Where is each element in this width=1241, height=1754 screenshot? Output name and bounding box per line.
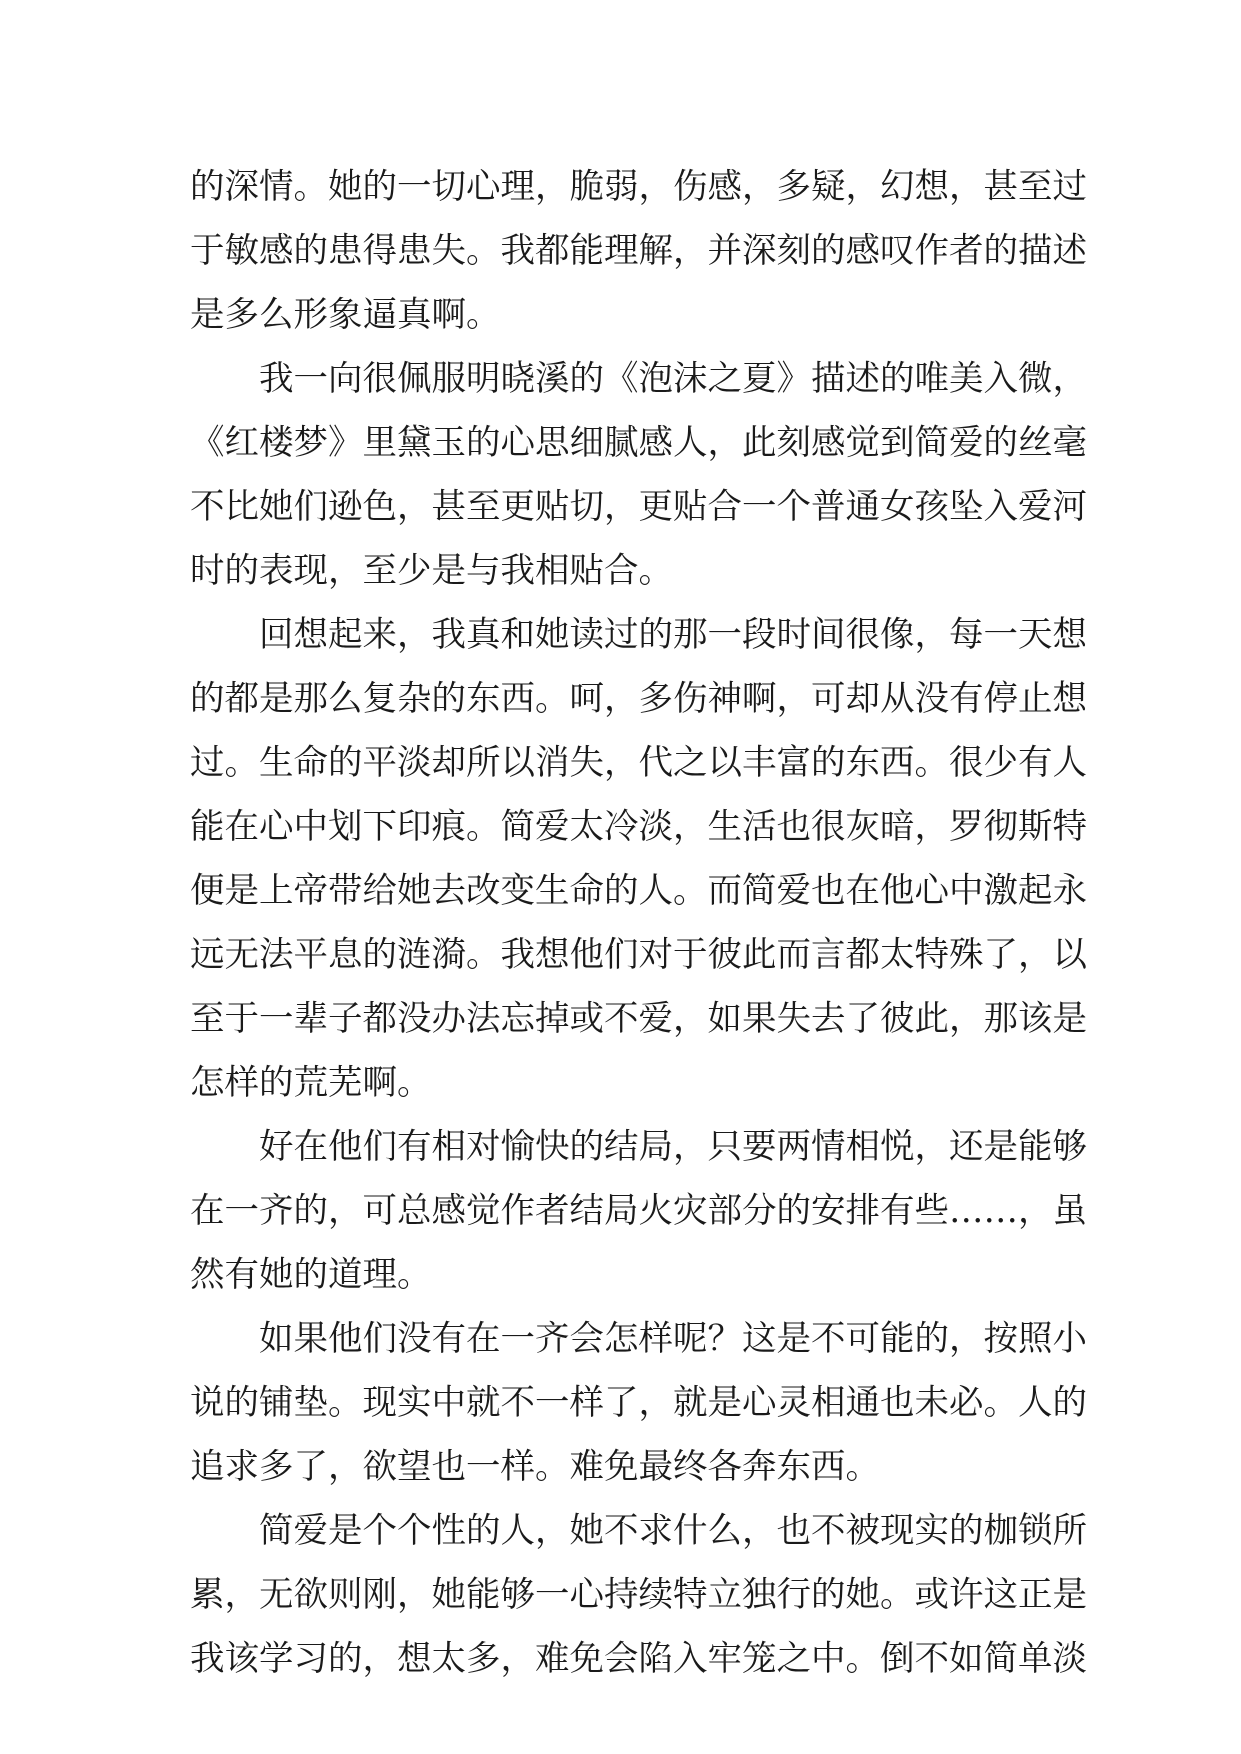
text-line: 说的铺垫。现实中就不一样了，就是心灵相通也未必。人的 <box>190 1383 1087 1423</box>
text-line: 时的表现，至少是与我相贴合。 <box>190 551 673 591</box>
text-line: 怎样的荒芜啊。 <box>190 1063 432 1103</box>
body-text <box>190 155 1087 1691</box>
text-line: 过。生命的平淡却所以消失，代之以丰富的东西。很少有人 <box>190 743 1087 783</box>
text-line: 不比她们逊色，甚至更贴切，更贴合一个普通女孩坠入爱河 <box>190 487 1087 527</box>
paragraph-first-line: 好在他们有相对愉快的结局，只要两情相悦，还是能够 <box>259 1127 1087 1167</box>
paragraph-first-line: 如果他们没有在一齐会怎样呢？这是不可能的，按照小 <box>259 1319 1087 1359</box>
text-line: 《红楼梦》里黛玉的心思细腻感人，此刻感觉到简爱的丝毫 <box>190 423 1087 463</box>
text-line: 是多么形象逼真啊。 <box>190 295 501 335</box>
paragraph-first-line: 简爱是个个性的人，她不求什么，也不被现实的枷锁所 <box>259 1511 1087 1551</box>
text-line: 然有她的道理。 <box>190 1255 432 1295</box>
text-line: 便是上帝带给她去改变生命的人。而简爱也在他心中激起永 <box>190 871 1087 911</box>
text-line: 能在心中划下印痕。简爱太冷淡，生活也很灰暗，罗彻斯特 <box>190 807 1087 847</box>
paragraph-first-line: 我一向很佩服明晓溪的《泡沫之夏》描述的唯美入微， <box>259 359 1087 399</box>
text-line: 至于一辈子都没办法忘掉或不爱，如果失去了彼此，那该是 <box>190 999 1087 1039</box>
text-line: 的都是那么复杂的东西。呵，多伤神啊，可却从没有停止想 <box>190 679 1087 719</box>
text-line: 累，无欲则刚，她能够一心持续特立独行的她。或许这正是 <box>190 1575 1087 1615</box>
text-line: 追求多了，欲望也一样。难免最终各奔东西。 <box>190 1447 880 1487</box>
text-line: 我该学习的，想太多，难免会陷入牢笼之中。倒不如简单淡 <box>190 1639 1087 1679</box>
text-line: 在一齐的，可总感觉作者结局火灾部分的安排有些……，虽 <box>190 1191 1087 1231</box>
text-line: 远无法平息的涟漪。我想他们对于彼此而言都太特殊了，以 <box>190 935 1087 975</box>
text-line: 的深情。她的一切心理，脆弱，伤感，多疑，幻想，甚至过 <box>190 167 1087 207</box>
text-line: 于敏感的患得患失。我都能理解，并深刻的感叹作者的描述 <box>190 231 1087 271</box>
paragraph-first-line: 回想起来，我真和她读过的那一段时间很像，每一天想 <box>259 615 1087 655</box>
